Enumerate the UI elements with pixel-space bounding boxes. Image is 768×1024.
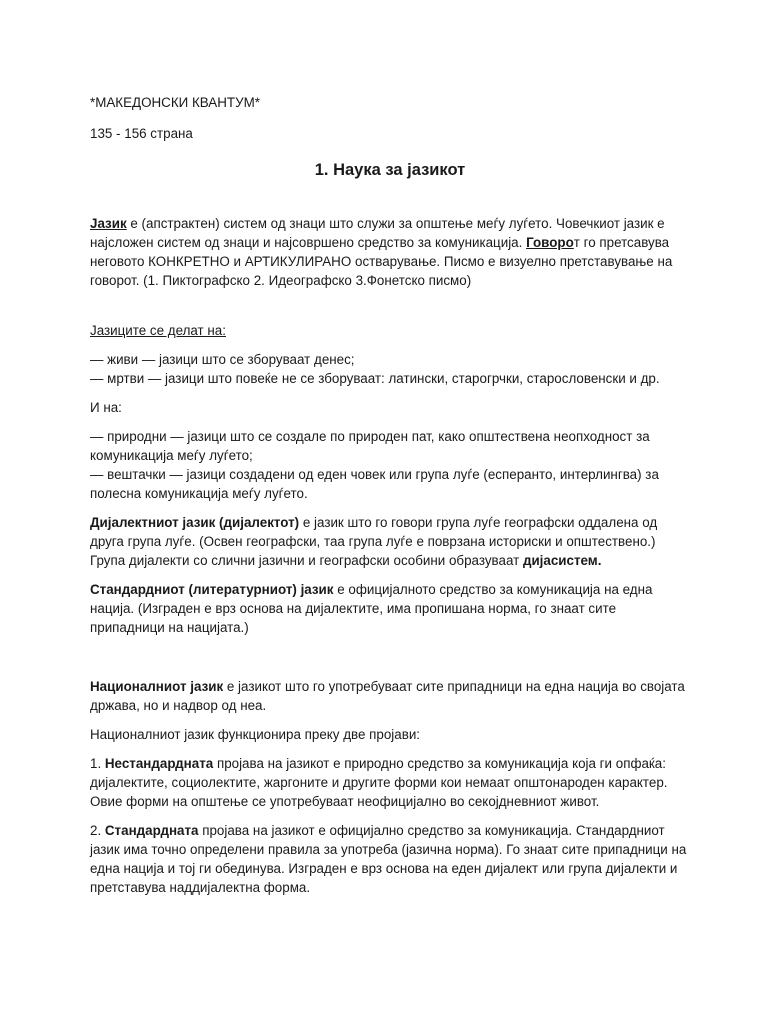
term-standard-form: Стандардната — [104, 823, 199, 838]
page-title: 1. Наука за јазикот — [314, 161, 466, 179]
division-list-1 — [90, 350, 690, 388]
term-standard: Стандардниот (литературниот) јазик — [90, 582, 334, 597]
dialect-paragraph — [90, 513, 690, 570]
intro-paragraph — [90, 214, 690, 290]
term-jazik: Јазик — [90, 216, 127, 231]
term-national: Националниот јазик — [90, 679, 224, 694]
document-body — [90, 93, 690, 907]
term-diasystem: дијасистем. — [522, 553, 602, 568]
page-range: 135 - 156 страна — [90, 126, 193, 141]
standard-text: е официјалното средство за комуникација на една нација. (Изграден е врз основа на дијалектите, има пропишана норма, го знаат сите припадници на нацијата.) — [90, 582, 653, 635]
item-2-text: пројава на јазикот е официјално средство за комуникација. Стандардниот јазик има точно определени правила за употреба (јазична норма). Го знаат сите припадници на една нација и тој ги обединува. Изграден е врз основа на еден дијалект или група дијалекти и претставува наддијалектна форма. — [90, 823, 687, 895]
item-1-text: пројава на јазикот е природно средство за комуникација која ги опфаќа: дијалектите, социолектите, жаргоните и другите форми кои немаат општонароден карактер. Овие форми на општење се употребуваат неофицијално во секојдневниот живот. — [90, 756, 668, 809]
intro-text-1: е (апстрактен) систем од знаци што служи за општење меѓу луѓето. Човечкиот јазик е најсложен систем од знаци и најсовршено средство за комуникација. — [90, 216, 665, 250]
term-nonstandard: Нестандардната — [104, 756, 214, 771]
division-heading: Јазиците се делат на: — [90, 323, 226, 338]
dialect-text: е јазик што го говори група луѓе географски оддалена од друга група луѓе. (Освен географски, таа група луѓе е поврзана историски и општествено.) Група дијалекти со слични јазични и географски особини образуваат — [90, 515, 658, 568]
division-also: И на: — [90, 400, 122, 415]
term-govor: Говоро — [526, 235, 574, 250]
division-line-artificial: — вештачки — јазици создадени од еден човек или група луѓе (есперанто, интерлингва) за полесна комуникација меѓу луѓето. — [90, 467, 659, 501]
standard-paragraph — [90, 580, 690, 637]
division-line-natural: — природни — јазици што се создале по природен пат, како општествена неопходност за комуникација меѓу луѓето; — [90, 429, 650, 463]
national-text: е јазикот што го употребуваат сите припадници на една нација во својата држава, но и надвор од неа. — [90, 679, 685, 713]
national-paragraph — [90, 677, 690, 715]
term-dialect: Дијалектниот јазик (дијалектот) — [90, 515, 300, 530]
item-1-number: 1. — [90, 756, 105, 771]
intro-text-2: т го претсавува неговото КОНКРЕТНО и АРТИКУЛИРАНО остварување. Писмо е визуелно претставување на говорот. (1. Пиктографско 2. Идеографско 3.Фонетско писмо) — [90, 235, 673, 288]
item-2-number: 2. — [90, 823, 105, 838]
national-item-1 — [90, 754, 690, 811]
division-line-dead: — мртви — јазици што повеќе не се зборуваат: латински, старогрчки, старословенски и др. — [90, 371, 660, 386]
division-line-live: — живи — јазици што се зборуваат денес; — [90, 352, 355, 367]
national-item-2 — [90, 821, 690, 897]
national-functions: Националниот јазик функционира преку две пројави: — [90, 727, 421, 742]
book-title: *МАКЕДОНСКИ КВАНТУМ* — [90, 95, 260, 110]
division-list-2 — [90, 427, 690, 503]
